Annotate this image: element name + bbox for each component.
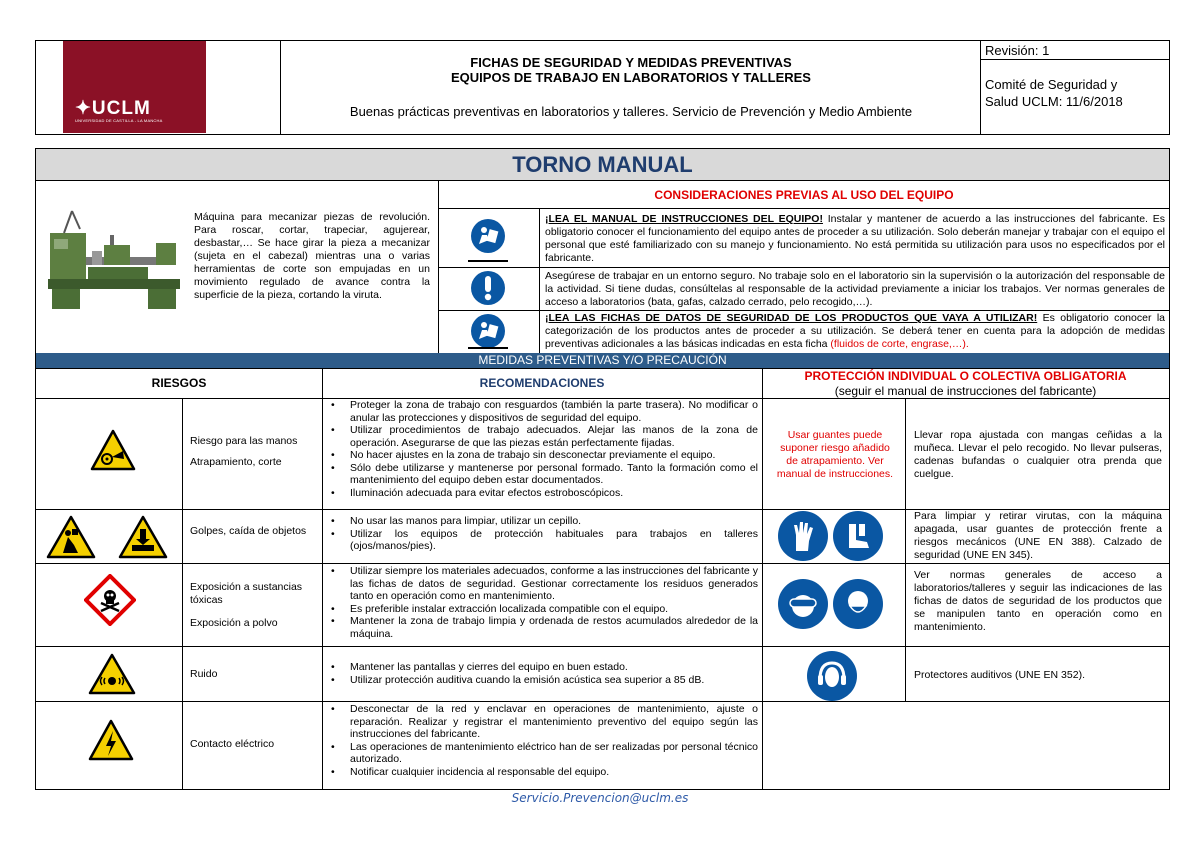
risk-noise: Ruido: [190, 668, 218, 680]
committee-label: Comité de Seguridad y Salud UCLM: 11/6/2018: [985, 77, 1123, 109]
protection-gloves-boots: Para limpiar y retirar virutas, con la máquina apagada, usar guantes de protección frente a riesgos mecánicos (UNE EN 388). Calzado de seguridad (UNE EN 345).: [914, 510, 1162, 561]
header-subtitle: Buenas prácticas preventivas en laboratorios y talleres. Servicio de Prevención y Medio Ambiente: [349, 104, 913, 119]
gloves-warning-note: Usar guantes puede suponer riesgo añadido de atrapamiento. Ver manual de instrucciones.: [776, 429, 894, 480]
logo-text: ✦UCLM: [75, 98, 151, 119]
lathe-machine-image: [44, 201, 184, 311]
protection-hearing: Protectores auditivos (UNE EN 352).: [914, 669, 1085, 681]
measures-bar: MEDIDAS PREVENTIVAS Y/O PRECAUCIÓN: [36, 353, 1169, 368]
falling-objects-warning-icon: [46, 515, 96, 559]
hand-crush-warning-icon: [90, 429, 136, 471]
recommendations-hands: • Proteger la zona de trabajo con resguardos (también la parte trasera). No modificar o anular las protecciones y dispositivos de seguridad del equipo. • Utilizar procedimientos de trabajo adecuados. Alejar las manos de la zona de operación. Asegurarse de que las piezas están perfectamente fijadas. • No hacer ajustes en la zona de trabajo sin desconectar previamente el equipo. • Sólo debe utilizarse y mantenerse por personal formado. Tanto la formación como el mantenimiento del equipo deben estar documentados. • Iluminación adecuada para evitar efectos estroboscópicos.: [324, 399, 758, 499]
electrical-warning-icon: [88, 719, 134, 761]
protective-gloves-icon: [778, 511, 828, 561]
logo-subtext: UNIVERSIDAD DE CASTILLA - LA MANCHA: [75, 118, 163, 123]
protection-toxic: Ver normas generales de acceso a laboratorios/talleres y seguir las indicaciones de las fichas de datos de seguridad de los productos que se manipulen tanto en operación como en mantenimiento.: [914, 569, 1162, 633]
risk-electric: Contacto eléctrico: [190, 738, 275, 750]
consideration-environment: Asegúrese de trabajar en un entorno seguro. No trabaje solo en el laboratorio sin la supervisión o la autorización del responsable de la actividad. Si tiene dudas, consúltelas al responsable de la actividad previamente a iniciar los trabajos. Ver normas generales de acceso a laboratorios (bata, gafas, calzado cerrado, pelo recogido,…).: [545, 270, 1165, 308]
manual-icon: [471, 219, 505, 253]
consideration-sds: ¡LEA LAS FICHAS DE DATOS DE SEGURIDAD DE LOS PRODUCTOS QUE VAYA A UTILIZAR! Es obligatorio conocer la categorización de los productos antes de proceder a su utilización. Se deberá tener en cuenta para la adopción de medidas preventivas adicionales a las básicas indicadas en esta ficha (fluidos de corte, engrase,…).: [545, 312, 1166, 350]
considerations-title: CONSIDERACIONES PREVIAS AL USO DEL EQUIPO: [654, 188, 954, 202]
col-protection-header: PROTECCIÓN INDIVIDUAL O COLECTIVA OBLIGATORIA: [804, 369, 1127, 383]
sheet-title: TORNO MANUAL: [36, 149, 1169, 181]
risk-toxic: Exposición a sustancias tóxicas Exposición a polvo: [190, 581, 303, 629]
consideration-manual: ¡LEA EL MANUAL DE INSTRUCCIONES DEL EQUIPO! Instalar y mantener de acuerdo a las instrucciones del fabricante. Es obligatorio conocer el funcionamiento del equipo antes de proceder a su utilización. Solo deberán manejar y trabajar con el equipo el personal que esté familiarizado con su manejo y funcionamiento. No está permitida su utilización para usos no especificados por el fabricante.: [545, 213, 1165, 264]
risk-impacts: Golpes, caída de objetos: [190, 525, 307, 537]
recommendations-electric: • Desconectar de la red y enclavar en operaciones de mantenimiento, ajuste o reparación. Realizar y registrar el mantenimiento preventivo del equipo según las instrucciones del fabricante. • Las operaciones de mantenimiento eléctrico han de ser realizadas por personal técnico autorizado. • Notificar cualquier incidencia al responsable del equipo.: [324, 703, 758, 778]
recommendations-noise: • Mantener las pantallas y cierres del equipo en buen estado. • Utilizar protección auditiva cuando la emisión acústica sea superior a 85 dB.: [324, 661, 758, 686]
exclamation-icon: [471, 271, 505, 305]
header-title-cell: [281, 41, 981, 134]
toxic-substance-icon: [84, 574, 136, 626]
header-title-line2: EQUIPOS DE TRABAJO EN LABORATORIOS Y TALLERES: [451, 70, 811, 85]
header-revision-cell: [980, 41, 1170, 134]
risk-hands: Riesgo para las manos Atrapamiento, corte: [190, 435, 298, 468]
dust-mask-icon: [833, 579, 883, 629]
protection-clothing: Llevar ropa ajustada con mangas ceñidas a la muñeca. Llevar el pelo recogido. No llevar pulseras, cadenas bufandas o cualquier otra prenda que cuelgue.: [914, 429, 1162, 480]
safety-goggles-icon: [778, 579, 828, 629]
safety-sheet: [35, 148, 1170, 790]
recommendations-impacts: • No usar las manos para limpiar, utilizar un cepillo. • Utilizar los equipos de protección habituales para trabajos en talleres (ojos/manos/pies).: [324, 515, 758, 553]
noise-warning-icon: [88, 653, 136, 695]
hearing-protection-icon: [807, 651, 857, 701]
revision-label: Revisión: 1: [981, 41, 1170, 60]
logo-cell: [36, 41, 281, 134]
impact-warning-icon: [118, 515, 168, 559]
col-recommendations-header: RECOMENDACIONES: [479, 376, 605, 390]
document-header: [35, 40, 1170, 135]
machine-description: Máquina para mecanizar piezas de revolución. Para roscar, cortar, trapeciar, agujerear, desbastar,… Se hace girar la pieza a mecanizar (sujeta en el cabezal) mientras una o varias herramientas de corte son empujadas en un movimiento regulado de avance contra la superficie de la pieza, cortando la viruta.: [194, 211, 430, 301]
footer-email[interactable]: Servicio.Prevencion@uclm.es: [511, 791, 689, 805]
col-protection-subheader: (seguir el manual de instrucciones del fabricante): [834, 384, 1097, 398]
safety-boots-icon: [833, 511, 883, 561]
recommendations-toxic: • Utilizar siempre los materiales adecuados, conforme a las instrucciones del fabricante y las fichas de datos de seguridad. Gestionar correctamente los residuos generados tanto en operación como en mantenimiento. • Es preferible instalar extracción localizada compatible con el equipo. • Mantener la zona de trabajo limpia y ordenada de restos acumulados alrededor de la máquina.: [324, 565, 758, 640]
header-title-line1: FICHAS DE SEGURIDAD Y MEDIDAS PREVENTIVAS: [470, 55, 792, 70]
col-risks-header: RIESGOS: [151, 376, 207, 390]
safety-data-icon: [471, 314, 505, 348]
uclm-logo: [63, 41, 206, 133]
